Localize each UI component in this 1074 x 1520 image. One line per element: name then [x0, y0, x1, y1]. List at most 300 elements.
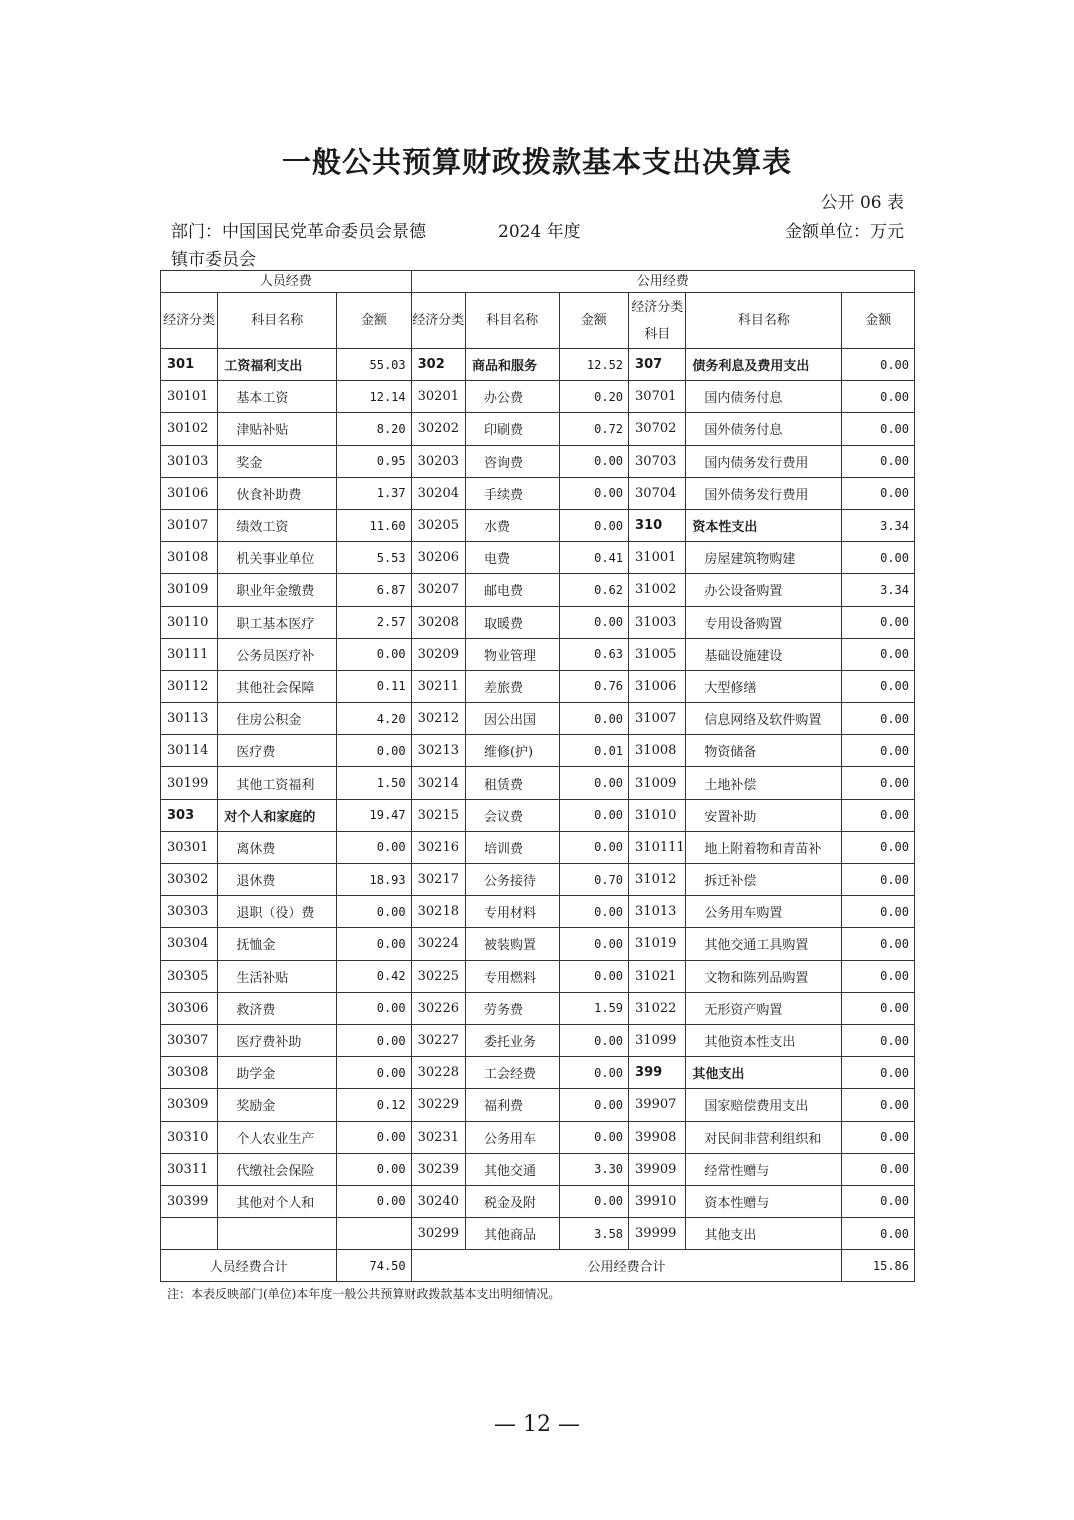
cell-b-code: 30224	[411, 928, 465, 960]
cell-b-code: 30213	[411, 735, 465, 767]
cell-c-amount: 0.00	[842, 1121, 915, 1153]
cell-c-code: 31099	[629, 1024, 686, 1056]
cell-a-code: 30108	[161, 542, 218, 574]
cell-a-amount: 0.95	[337, 445, 411, 477]
cell-b-name: 福利费	[465, 1089, 559, 1121]
cell-b-name: 商品和服务	[465, 349, 559, 381]
cell-b-amount: 12.52	[559, 349, 628, 381]
cell-a-name: 医疗费补助	[218, 1024, 337, 1056]
cell-b-name: 物业管理	[465, 638, 559, 670]
cell-b-code: 30240	[411, 1185, 465, 1217]
cell-c-code: 31009	[629, 767, 686, 799]
cell-a-name: 抚恤金	[218, 928, 337, 960]
cell-b-name: 维修(护)	[465, 735, 559, 767]
amount-unit: 金额单位：万元	[785, 222, 904, 242]
header-code-a: 经济分类	[161, 293, 218, 349]
header-name-a: 科目名称	[218, 293, 337, 349]
cell-b-code: 30204	[411, 477, 465, 509]
table-row	[161, 606, 915, 638]
cell-b-code: 30208	[411, 606, 465, 638]
cell-c-code: 30703	[629, 445, 686, 477]
cell-a-name: 助学金	[218, 1057, 337, 1089]
table-row	[161, 896, 915, 928]
cell-c-amount: 0.00	[842, 413, 915, 445]
cell-b-amount: 0.00	[559, 1089, 628, 1121]
cell-a-amount: 1.37	[337, 477, 411, 509]
cell-b-code: 30225	[411, 960, 465, 992]
cell-b-name: 取暖费	[465, 606, 559, 638]
cell-a-code: 301	[161, 349, 218, 381]
cell-a-amount: 1.50	[337, 767, 411, 799]
table-row	[161, 799, 915, 831]
cell-c-code: 31002	[629, 574, 686, 606]
cell-a-name: 伙食补助费	[218, 477, 337, 509]
table-row	[161, 509, 915, 541]
cell-c-name: 房屋建筑物购建	[686, 542, 842, 574]
cell-c-code: 39907	[629, 1089, 686, 1121]
cell-c-amount: 0.00	[842, 349, 915, 381]
cell-a-amount: 0.00	[337, 1121, 411, 1153]
cell-a-amount: 0.00	[337, 735, 411, 767]
cell-c-amount: 0.00	[842, 1218, 915, 1250]
cell-b-name: 咨询费	[465, 445, 559, 477]
cell-a-code: 30107	[161, 509, 218, 541]
cell-a-name: 救济费	[218, 992, 337, 1024]
cell-c-code: 31001	[629, 542, 686, 574]
table-row	[161, 992, 915, 1024]
cell-a-amount: 0.00	[337, 992, 411, 1024]
table-row	[161, 542, 915, 574]
table-row	[161, 445, 915, 477]
cell-a-name: 机关事业单位	[218, 542, 337, 574]
cell-c-amount: 0.00	[842, 542, 915, 574]
cell-a-name: 公务员医疗补	[218, 638, 337, 670]
cell-a-code: 30309	[161, 1089, 218, 1121]
cell-b-name: 其他商品	[465, 1218, 559, 1250]
cell-c-amount: 0.00	[842, 864, 915, 896]
table-row	[161, 960, 915, 992]
department-line-1: 部门：中国国民党革命委员会景德	[171, 222, 426, 242]
cell-c-code: 39908	[629, 1121, 686, 1153]
cell-c-name: 资本性赠与	[686, 1185, 842, 1217]
header-amount-b: 金额	[559, 293, 628, 349]
cell-b-name: 因公出国	[465, 703, 559, 735]
cell-a-amount: 55.03	[337, 349, 411, 381]
cell-b-amount: 0.20	[559, 381, 628, 413]
cell-b-code: 30231	[411, 1121, 465, 1153]
cell-b-code: 30299	[411, 1218, 465, 1250]
table-row	[161, 1185, 915, 1217]
table-row	[161, 703, 915, 735]
cell-c-code: 31013	[629, 896, 686, 928]
table-row	[161, 574, 915, 606]
page-title: 一般公共预算财政拨款基本支出决算表	[281, 145, 792, 179]
cell-c-amount: 0.00	[842, 735, 915, 767]
cell-b-code: 30214	[411, 767, 465, 799]
cell-b-code: 30216	[411, 831, 465, 863]
cell-c-name: 对民间非营利组织和	[686, 1121, 842, 1153]
footnote: 注：本表反映部门(单位)本年度一般公共预算财政拨款基本支出明细情况。	[167, 1287, 561, 1301]
cell-b-amount: 0.00	[559, 767, 628, 799]
cell-c-amount: 0.00	[842, 831, 915, 863]
cell-a-amount: 0.00	[337, 928, 411, 960]
cell-c-amount: 3.34	[842, 574, 915, 606]
cell-a-name: 对个人和家庭的	[218, 799, 337, 831]
cell-c-amount: 0.00	[842, 445, 915, 477]
cell-b-code: 30227	[411, 1024, 465, 1056]
cell-c-code: 39910	[629, 1185, 686, 1217]
header-name-c: 科目名称	[686, 293, 842, 349]
cell-a-name: 住房公积金	[218, 703, 337, 735]
cell-b-amount: 0.00	[559, 1121, 628, 1153]
fiscal-year: 2024 年度	[498, 222, 581, 242]
cell-c-name: 专用设备购置	[686, 606, 842, 638]
table-number: 公开 06 表	[820, 193, 904, 213]
cell-c-name: 国内债务付息	[686, 381, 842, 413]
cell-c-code: 307	[629, 349, 686, 381]
cell-b-amount: 0.00	[559, 445, 628, 477]
cell-a-amount: 0.00	[337, 896, 411, 928]
personnel-total-value: 74.50	[337, 1250, 411, 1282]
cell-a-amount: 18.93	[337, 864, 411, 896]
cell-a-code: 30103	[161, 445, 218, 477]
cell-a-name: 其他社会保障	[218, 670, 337, 702]
cell-a-name: 退休费	[218, 864, 337, 896]
cell-c-name: 其他支出	[686, 1218, 842, 1250]
cell-b-name: 其他交通	[465, 1153, 559, 1185]
cell-c-name: 文物和陈列品购置	[686, 960, 842, 992]
cell-c-code: 31003	[629, 606, 686, 638]
cell-b-amount: 0.70	[559, 864, 628, 896]
cell-c-code: 39999	[629, 1218, 686, 1250]
cell-a-name: 其他工资福利	[218, 767, 337, 799]
cell-a-amount: 0.12	[337, 1089, 411, 1121]
cell-b-name: 专用材料	[465, 896, 559, 928]
cell-c-name: 基础设施建设	[686, 638, 842, 670]
cell-b-amount: 0.00	[559, 896, 628, 928]
cell-b-name: 水费	[465, 509, 559, 541]
cell-b-amount: 0.41	[559, 542, 628, 574]
cell-a-amount: 2.57	[337, 606, 411, 638]
cell-c-amount: 0.00	[842, 1153, 915, 1185]
header-name-b: 科目名称	[465, 293, 559, 349]
cell-c-code: 30702	[629, 413, 686, 445]
cell-c-amount: 0.00	[842, 1024, 915, 1056]
table-row	[161, 1121, 915, 1153]
cell-a-name: 奖金	[218, 445, 337, 477]
cell-a-code	[161, 1218, 218, 1250]
cell-a-amount: 12.14	[337, 381, 411, 413]
cell-b-code: 30206	[411, 542, 465, 574]
cell-c-code: 31022	[629, 992, 686, 1024]
cell-a-code: 30306	[161, 992, 218, 1024]
cell-a-name: 职工基本医疗	[218, 606, 337, 638]
expenditure-table	[160, 270, 915, 1282]
cell-a-code: 30111	[161, 638, 218, 670]
cell-b-amount: 0.00	[559, 477, 628, 509]
cell-c-amount: 0.00	[842, 992, 915, 1024]
cell-a-code: 30305	[161, 960, 218, 992]
cell-c-amount: 0.00	[842, 638, 915, 670]
cell-b-code: 30202	[411, 413, 465, 445]
cell-c-amount: 0.00	[842, 799, 915, 831]
header-amount-c: 金额	[842, 293, 915, 349]
cell-a-code: 303	[161, 799, 218, 831]
table-row	[161, 928, 915, 960]
cell-b-amount: 0.00	[559, 799, 628, 831]
cell-c-name: 其他交通工具购置	[686, 928, 842, 960]
cell-b-name: 劳务费	[465, 992, 559, 1024]
cell-c-amount: 0.00	[842, 1185, 915, 1217]
cell-c-name: 其他资本性支出	[686, 1024, 842, 1056]
cell-c-code: 30701	[629, 381, 686, 413]
cell-a-code: 30113	[161, 703, 218, 735]
cell-b-name: 税金及附	[465, 1185, 559, 1217]
cell-c-amount: 0.00	[842, 928, 915, 960]
cell-b-code: 30205	[411, 509, 465, 541]
cell-c-name: 安置补助	[686, 799, 842, 831]
cell-b-amount: 1.59	[559, 992, 628, 1024]
page-number: — 12 —	[494, 1412, 580, 1437]
cell-b-name: 工会经费	[465, 1057, 559, 1089]
cell-c-code: 39909	[629, 1153, 686, 1185]
cell-b-code: 30211	[411, 670, 465, 702]
cell-c-name: 信息网络及软件购置	[686, 703, 842, 735]
cell-a-name: 职业年金缴费	[218, 574, 337, 606]
cell-b-name: 印刷费	[465, 413, 559, 445]
cell-c-name: 经常性赠与	[686, 1153, 842, 1185]
cell-a-code: 30199	[161, 767, 218, 799]
cell-a-amount: 0.00	[337, 1057, 411, 1089]
public-total-label: 公用经费合计	[411, 1250, 842, 1282]
cell-c-amount: 0.00	[842, 703, 915, 735]
cell-c-name: 物资储备	[686, 735, 842, 767]
cell-a-name: 代缴社会保险	[218, 1153, 337, 1185]
public-total-value: 15.86	[842, 1250, 915, 1282]
cell-a-name	[218, 1218, 337, 1250]
cell-b-name: 手续费	[465, 477, 559, 509]
table-row	[161, 1218, 915, 1250]
cell-c-amount: 0.00	[842, 767, 915, 799]
cell-c-amount: 0.00	[842, 1057, 915, 1089]
cell-b-name: 培训费	[465, 831, 559, 863]
department-line-2: 镇市委员会	[171, 250, 256, 270]
header-code-c: 经济分类科目	[629, 293, 686, 349]
column-header-row	[161, 293, 915, 349]
cell-b-amount: 3.58	[559, 1218, 628, 1250]
cell-b-code: 30217	[411, 864, 465, 896]
cell-b-code: 30212	[411, 703, 465, 735]
cell-b-name: 会议费	[465, 799, 559, 831]
cell-a-code: 30310	[161, 1121, 218, 1153]
cell-c-code: 310111	[629, 831, 686, 863]
cell-c-amount: 0.00	[842, 381, 915, 413]
cell-b-code: 30229	[411, 1089, 465, 1121]
cell-a-name: 其他对个人和	[218, 1185, 337, 1217]
cell-c-code: 31010	[629, 799, 686, 831]
cell-b-code: 30207	[411, 574, 465, 606]
table-row	[161, 1024, 915, 1056]
cell-a-amount: 0.42	[337, 960, 411, 992]
cell-c-amount: 0.00	[842, 670, 915, 702]
cell-b-name: 公务用车	[465, 1121, 559, 1153]
cell-a-amount: 8.20	[337, 413, 411, 445]
cell-c-amount: 0.00	[842, 960, 915, 992]
cell-b-name: 电费	[465, 542, 559, 574]
cell-c-code: 31008	[629, 735, 686, 767]
table-row	[161, 381, 915, 413]
cell-a-code: 30303	[161, 896, 218, 928]
cell-a-name: 退职（役）费	[218, 896, 337, 928]
cell-b-code: 30228	[411, 1057, 465, 1089]
cell-c-code: 31006	[629, 670, 686, 702]
cell-c-name: 拆迁补偿	[686, 864, 842, 896]
cell-c-name: 土地补偿	[686, 767, 842, 799]
cell-a-code: 30311	[161, 1153, 218, 1185]
personnel-total-label: 人员经费合计	[161, 1250, 337, 1282]
table-row	[161, 477, 915, 509]
cell-a-name: 绩效工资	[218, 509, 337, 541]
cell-a-name: 津贴补贴	[218, 413, 337, 445]
cell-b-name: 差旅费	[465, 670, 559, 702]
cell-c-name: 债务利息及费用支出	[686, 349, 842, 381]
cell-b-amount: 0.00	[559, 831, 628, 863]
cell-c-name: 国家赔偿费用支出	[686, 1089, 842, 1121]
cell-a-name: 奖励金	[218, 1089, 337, 1121]
cell-b-code: 30201	[411, 381, 465, 413]
cell-c-code: 31019	[629, 928, 686, 960]
group-public: 公用经费	[411, 271, 914, 293]
cell-c-name: 大型修缮	[686, 670, 842, 702]
table-row	[161, 670, 915, 702]
cell-b-code: 30203	[411, 445, 465, 477]
cell-a-code: 30304	[161, 928, 218, 960]
cell-b-amount: 0.00	[559, 1185, 628, 1217]
cell-b-amount: 0.72	[559, 413, 628, 445]
table-row	[161, 638, 915, 670]
cell-a-code: 30102	[161, 413, 218, 445]
cell-c-name: 其他支出	[686, 1057, 842, 1089]
cell-b-amount: 3.30	[559, 1153, 628, 1185]
cell-b-code: 30215	[411, 799, 465, 831]
cell-a-name: 基本工资	[218, 381, 337, 413]
cell-b-code: 302	[411, 349, 465, 381]
cell-a-code: 30101	[161, 381, 218, 413]
cell-c-code: 31021	[629, 960, 686, 992]
cell-c-name: 无形资产购置	[686, 992, 842, 1024]
cell-b-name: 租赁费	[465, 767, 559, 799]
cell-a-name: 生活补贴	[218, 960, 337, 992]
cell-b-amount: 0.00	[559, 703, 628, 735]
table-row	[161, 1089, 915, 1121]
cell-c-name: 国内债务发行费用	[686, 445, 842, 477]
cell-b-amount: 0.01	[559, 735, 628, 767]
cell-a-amount: 11.60	[337, 509, 411, 541]
cell-c-amount: 0.00	[842, 477, 915, 509]
cell-b-name: 公务接待	[465, 864, 559, 896]
cell-c-amount: 3.34	[842, 509, 915, 541]
cell-a-amount: 5.53	[337, 542, 411, 574]
cell-a-amount: 0.00	[337, 831, 411, 863]
cell-a-code: 30109	[161, 574, 218, 606]
cell-b-name: 被装购置	[465, 928, 559, 960]
group-personnel: 人员经费	[161, 271, 412, 293]
table-row	[161, 1057, 915, 1089]
cell-c-code: 31005	[629, 638, 686, 670]
cell-b-amount: 0.63	[559, 638, 628, 670]
cell-b-amount: 0.76	[559, 670, 628, 702]
cell-a-code: 30114	[161, 735, 218, 767]
cell-a-name: 医疗费	[218, 735, 337, 767]
cell-b-name: 办公费	[465, 381, 559, 413]
cell-c-name: 国外债务付息	[686, 413, 842, 445]
table-row	[161, 413, 915, 445]
cell-a-amount: 0.00	[337, 1185, 411, 1217]
cell-a-code: 30112	[161, 670, 218, 702]
table-row	[161, 735, 915, 767]
cell-a-code: 30106	[161, 477, 218, 509]
cell-c-name: 公务用车购置	[686, 896, 842, 928]
totals-row	[161, 1250, 915, 1282]
table-row	[161, 831, 915, 863]
cell-b-amount: 0.00	[559, 960, 628, 992]
header-code-b: 经济分类	[411, 293, 465, 349]
cell-c-amount: 0.00	[842, 1089, 915, 1121]
cell-a-amount: 4.20	[337, 703, 411, 735]
cell-c-code: 31007	[629, 703, 686, 735]
cell-c-amount: 0.00	[842, 896, 915, 928]
cell-b-amount: 0.00	[559, 606, 628, 638]
cell-a-code: 30301	[161, 831, 218, 863]
cell-b-name: 委托业务	[465, 1024, 559, 1056]
table-row	[161, 349, 915, 381]
cell-b-amount: 0.00	[559, 928, 628, 960]
cell-b-code: 30239	[411, 1153, 465, 1185]
table-row	[161, 767, 915, 799]
cell-b-amount: 0.62	[559, 574, 628, 606]
cell-b-code: 30218	[411, 896, 465, 928]
cell-b-amount: 0.00	[559, 509, 628, 541]
cell-c-code: 310	[629, 509, 686, 541]
cell-b-name: 邮电费	[465, 574, 559, 606]
cell-c-name: 资本性支出	[686, 509, 842, 541]
cell-c-name: 办公设备购置	[686, 574, 842, 606]
table-row	[161, 864, 915, 896]
cell-a-name: 个人农业生产	[218, 1121, 337, 1153]
cell-a-name: 工资福利支出	[218, 349, 337, 381]
cell-c-name: 国外债务发行费用	[686, 477, 842, 509]
table-row	[161, 1153, 915, 1185]
cell-a-code: 30307	[161, 1024, 218, 1056]
cell-b-amount: 0.00	[559, 1024, 628, 1056]
cell-b-name: 专用燃料	[465, 960, 559, 992]
cell-a-amount: 0.00	[337, 1024, 411, 1056]
cell-c-code: 399	[629, 1057, 686, 1089]
header-amount-a: 金额	[337, 293, 411, 349]
cell-a-amount: 19.47	[337, 799, 411, 831]
cell-a-code: 30302	[161, 864, 218, 896]
cell-a-code: 30399	[161, 1185, 218, 1217]
cell-b-amount: 0.00	[559, 1057, 628, 1089]
cell-c-name: 地上附着物和青苗补	[686, 831, 842, 863]
cell-a-amount: 0.00	[337, 1153, 411, 1185]
cell-a-amount: 0.11	[337, 670, 411, 702]
cell-b-code: 30209	[411, 638, 465, 670]
cell-a-code: 30110	[161, 606, 218, 638]
cell-a-amount: 6.87	[337, 574, 411, 606]
cell-a-amount: 0.00	[337, 638, 411, 670]
cell-c-code: 30704	[629, 477, 686, 509]
